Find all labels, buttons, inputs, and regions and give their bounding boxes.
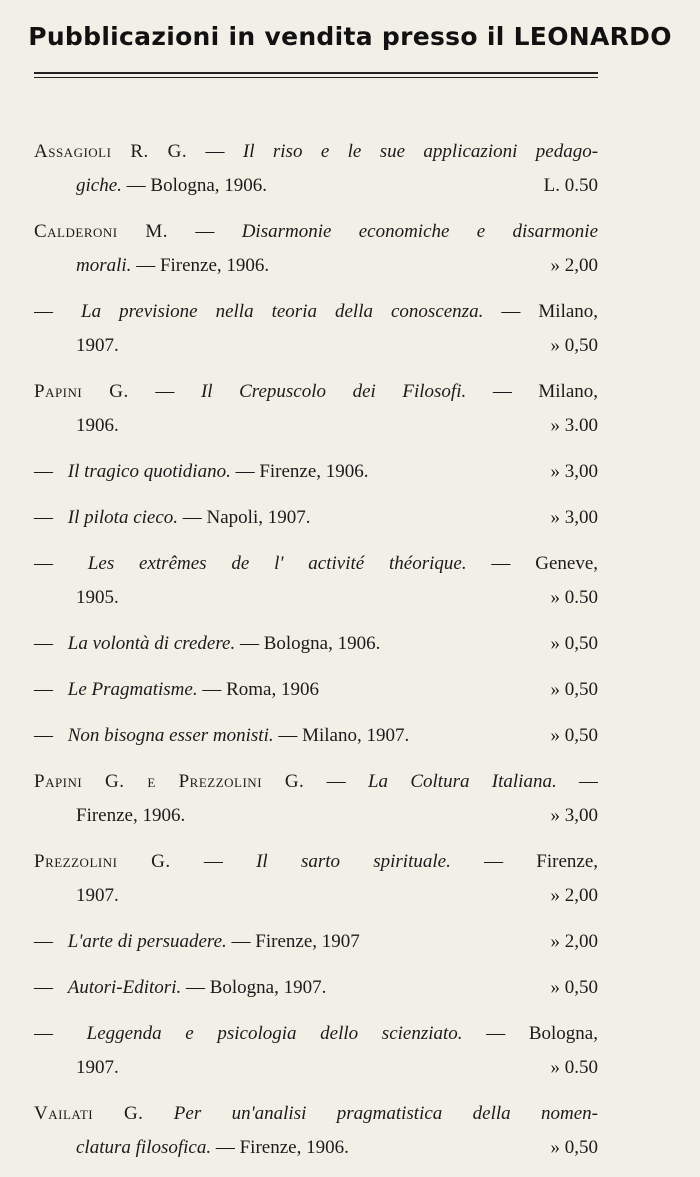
leading-dash: —: [34, 1023, 53, 1044]
separator-dash: —: [326, 771, 346, 792]
publication-entry: [34, 925, 598, 959]
publication-title: Il riso e le sue applicazioni pedago-: [242, 141, 598, 162]
separator-dash: —: [205, 141, 225, 162]
separator-dash: —: [155, 381, 175, 402]
publication-details: — Milano,: [492, 381, 598, 402]
leading-dash: —: [34, 461, 53, 482]
publication-details: — Napoli, 1907.: [182, 507, 311, 528]
publication-entry: [34, 135, 598, 203]
publication-title: La Coltura Italiana.: [367, 771, 557, 792]
publication-entry: [34, 845, 598, 913]
publication-details: — Bologna,: [486, 1023, 598, 1044]
publication-details: 1907.: [76, 335, 119, 356]
publication-price: » 0,50: [550, 633, 598, 654]
publication-details: — Roma, 1906: [202, 679, 319, 700]
publication-title: Il pilota cieco.: [67, 507, 179, 528]
entry-line: [34, 845, 598, 879]
publication-title: La volontà di credere.: [67, 633, 236, 654]
entry-line: [34, 799, 598, 833]
entry-line: [34, 455, 598, 489]
publication-price: » 3,00: [550, 507, 598, 528]
entry-line: [34, 135, 598, 169]
leading-dash: —: [34, 301, 53, 322]
leading-dash: —: [34, 977, 53, 998]
publication-details: — Firenze, 1906.: [136, 255, 270, 276]
publication-price: » 0,50: [550, 679, 598, 700]
entry-line: [34, 1131, 598, 1165]
publication-details: — Bologna, 1906.: [126, 175, 268, 196]
entry-line: [34, 673, 598, 707]
entry-line: [34, 329, 598, 363]
publication-price: » 2,00: [550, 931, 598, 952]
publication-entry: [34, 1017, 598, 1085]
publication-details: Firenze, 1906.: [76, 805, 186, 826]
publication-title: Autori-Editori.: [67, 977, 182, 998]
publication-price: » 0,50: [550, 977, 598, 998]
publication-title: La previsione nella teoria della conoscenza.: [81, 301, 484, 322]
header-rule-bottom: [34, 77, 598, 78]
publication-details: 1907.: [76, 885, 119, 906]
entry-line: [34, 501, 598, 535]
publication-details: — Bologna, 1907.: [185, 977, 327, 998]
entry-line: [34, 547, 598, 581]
publication-price: » 2,00: [550, 255, 598, 276]
leading-dash: —: [34, 507, 53, 528]
page-title: Pubblicazioni in vendita presso il LEONARDO: [28, 22, 672, 51]
publication-entry: [34, 971, 598, 1005]
leading-dash: —: [34, 633, 53, 654]
author-name: Vailati G.: [34, 1103, 144, 1124]
entry-line: [34, 925, 598, 959]
publication-price: » 0,50: [550, 1137, 598, 1158]
publication-price: » 3,00: [550, 461, 598, 482]
publication-price: L. 0.50: [543, 175, 598, 196]
publication-title: Il tragico quotidiano.: [67, 461, 231, 482]
publication-title: Non bisogna esser monisti.: [67, 725, 274, 746]
publication-price: » 0.50: [550, 1057, 598, 1078]
entry-line: [34, 627, 598, 661]
publication-price: » 0,50: [550, 725, 598, 746]
publication-details: 1905.: [76, 587, 119, 608]
publication-entry: [34, 455, 598, 489]
publication-details: — Firenze, 1907: [231, 931, 360, 952]
separator-dash: —: [203, 851, 223, 872]
author-name: Assagioli R. G.: [34, 141, 188, 162]
publication-title: Disarmonie economiche e disarmonie: [241, 221, 598, 242]
publication-entry: [34, 501, 598, 535]
author-name: Papini G.: [34, 381, 129, 402]
publication-title: L'arte di persuadere.: [67, 931, 227, 952]
leading-dash: —: [34, 553, 53, 574]
publication-title: Il Crepuscolo dei Filosofi.: [200, 381, 467, 402]
entry-line: [34, 1051, 598, 1085]
entry-line: [34, 879, 598, 913]
entry-line: [34, 1097, 598, 1131]
publication-entry: [34, 719, 598, 753]
publication-title: clatura filosofica.: [76, 1137, 212, 1158]
publication-details: —: [579, 771, 598, 792]
publication-price: » 0,50: [550, 335, 598, 356]
publication-details: 1906.: [76, 415, 119, 436]
entry-line: [34, 409, 598, 443]
publication-details: — Bologna, 1906.: [239, 633, 381, 654]
publication-entry: [34, 627, 598, 661]
publication-entry: [34, 295, 598, 363]
publication-title: morali.: [76, 255, 132, 276]
entry-line: [34, 249, 598, 283]
entry-line: [34, 169, 598, 203]
publication-title: giche.: [76, 175, 122, 196]
entry-line: [34, 719, 598, 753]
leading-dash: —: [34, 679, 53, 700]
publication-title: Leggenda e psicologia dello scienziato.: [86, 1023, 463, 1044]
entry-line: [34, 971, 598, 1005]
publication-details: 1907.: [76, 1057, 119, 1078]
author-name: Prezzolini G.: [34, 851, 171, 872]
publication-entry: [34, 215, 598, 283]
publication-price: » 3.00: [550, 415, 598, 436]
publication-details: — Geneve,: [491, 553, 598, 574]
entry-line: [34, 581, 598, 615]
publication-price: » 0.50: [550, 587, 598, 608]
publication-price: » 3,00: [550, 805, 598, 826]
publication-entry: [34, 1097, 598, 1165]
publication-entry: [34, 547, 598, 615]
publication-title: Il sarto spirituale.: [256, 851, 451, 872]
publication-price: » 2,00: [550, 885, 598, 906]
separator-dash: —: [195, 221, 215, 242]
publication-title: Les extrêmes de l' activité théorique.: [87, 553, 467, 574]
entry-line: [34, 765, 598, 799]
entry-line: [34, 215, 598, 249]
publication-entry: [34, 673, 598, 707]
entry-line: [34, 375, 598, 409]
author-name: Calderoni M.: [34, 221, 169, 242]
publication-list: [34, 135, 598, 1177]
publication-title: Per un'analisi pragmatistica della nomen-: [173, 1103, 598, 1124]
leading-dash: —: [34, 931, 53, 952]
publication-title: Le Pragmatisme.: [67, 679, 198, 700]
header-rule-top: [34, 72, 598, 74]
author-name: Papini G. e Prezzolini G.: [34, 771, 305, 792]
leading-dash: —: [34, 725, 53, 746]
publication-details: — Milano,: [501, 301, 598, 322]
publication-details: — Firenze,: [484, 851, 598, 872]
publication-details: — Firenze, 1906.: [215, 1137, 349, 1158]
entry-line: [34, 295, 598, 329]
publication-details: — Milano, 1907.: [278, 725, 410, 746]
publication-entry: [34, 375, 598, 443]
publication-details: — Firenze, 1906.: [235, 461, 369, 482]
publication-entry: [34, 765, 598, 833]
entry-line: [34, 1017, 598, 1051]
